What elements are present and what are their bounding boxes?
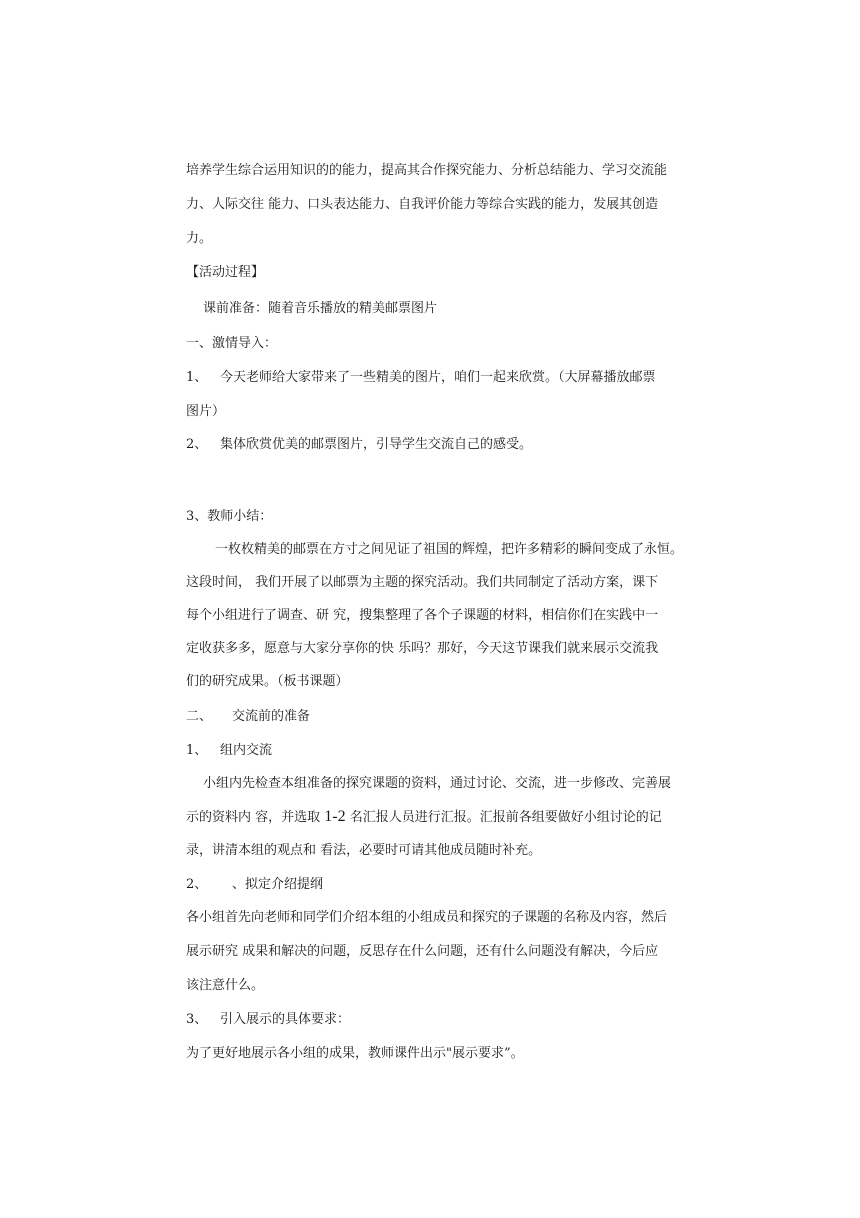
section-heading-text: 交流前的准备 [232, 709, 311, 724]
list-item-text: 组内交流 [220, 743, 273, 758]
section-heading: 3、教师小结： [186, 509, 273, 524]
paragraph-line [186, 808, 662, 827]
paragraph-line: 录，讲清本组的观点和 看法，必要时可请其他成员随时补充。 [186, 843, 542, 858]
paragraph-line: 们的研究成果。（板书课题） [186, 674, 349, 689]
paragraph-line: 一枚枚精美的邮票在方寸之间见证了祖国的辉煌，把许多精彩的瞬间变成了永恒。 [215, 542, 684, 557]
paragraph-line: 力。 [186, 231, 213, 246]
list-item-text: 、拟定介绍提纲 [232, 877, 324, 892]
list-item [186, 876, 323, 894]
text-run: 名汇报人员进行汇报。汇报前各组要做好小组讨论的记 [345, 810, 662, 825]
list-item-text: 今天老师给大家带来了一些精美的图片，咱们一起来欣赏。（大屏幕播放邮票 [220, 370, 656, 385]
list-number: 二、 [186, 709, 213, 724]
section-heading: 一、激情导入： [186, 336, 278, 351]
list-item [186, 1011, 350, 1029]
paragraph-line: 为了更好地展示各小组的成果，教师课件出示"展示要求”。 [186, 1046, 524, 1061]
text-run: 示的资料内 容，并选取 [186, 810, 325, 825]
section-heading: 【活动过程】 [186, 265, 265, 280]
paragraph-line: 定收获多多，愿意与大家分享你的快 乐吗？那好，今天这节课我们就来展示交流我 [186, 641, 659, 656]
list-number: 2、 [186, 437, 208, 452]
text-run-number: 1-2 [324, 808, 346, 825]
list-number: 1、 [186, 743, 208, 758]
list-number: 3、 [186, 1012, 208, 1027]
paragraph-line: 培养学生综合运用知识的的能力，提高其合作探究能力、分析总结能力、学习交流能 [186, 163, 668, 178]
paragraph-line: 课前准备：随着音乐播放的精美邮票图片 [203, 301, 438, 316]
list-item-text: 引入展示的具体要求： [220, 1012, 351, 1027]
list-number: 1、 [186, 370, 208, 385]
paragraph-line: 各小组首先向老师和同学们介绍本组的小组成员和探究的子课题的名称及内容，然后 [186, 910, 668, 925]
list-item-text: 集体欣赏优美的邮票图片，引导学生交流自己的感受。 [220, 437, 533, 452]
paragraph-line: 这段时间， 我们开展了以邮票为主题的探究活动。我们共同制定了活动方案，课下 [186, 575, 659, 590]
list-number: 2、 [186, 877, 208, 892]
list-item [186, 742, 272, 760]
paragraph-line: 每个小组进行了调查、研 究，搜集整理了各个子课题的材料，相信你们在实践中一 [186, 608, 659, 623]
paragraph-line: 展示研究 成果和解决的问题，反思存在什么问题，还有什么问题没有解决，今后应 [186, 944, 659, 959]
list-item [186, 369, 656, 387]
paragraph-line: 图片） [186, 404, 226, 419]
list-item [186, 436, 532, 454]
paragraph-line: 小组内先检查本组准备的探究课题的资料，通过讨论、交流，进一步修改、完善展 [203, 776, 672, 791]
paragraph-line: 该注意什么。 [186, 978, 265, 993]
section-heading [186, 708, 310, 726]
paragraph-line: 力、人际交往 能力、口头表达能力、自我评价能力等综合实践的能力，发展其创造 [186, 197, 659, 212]
